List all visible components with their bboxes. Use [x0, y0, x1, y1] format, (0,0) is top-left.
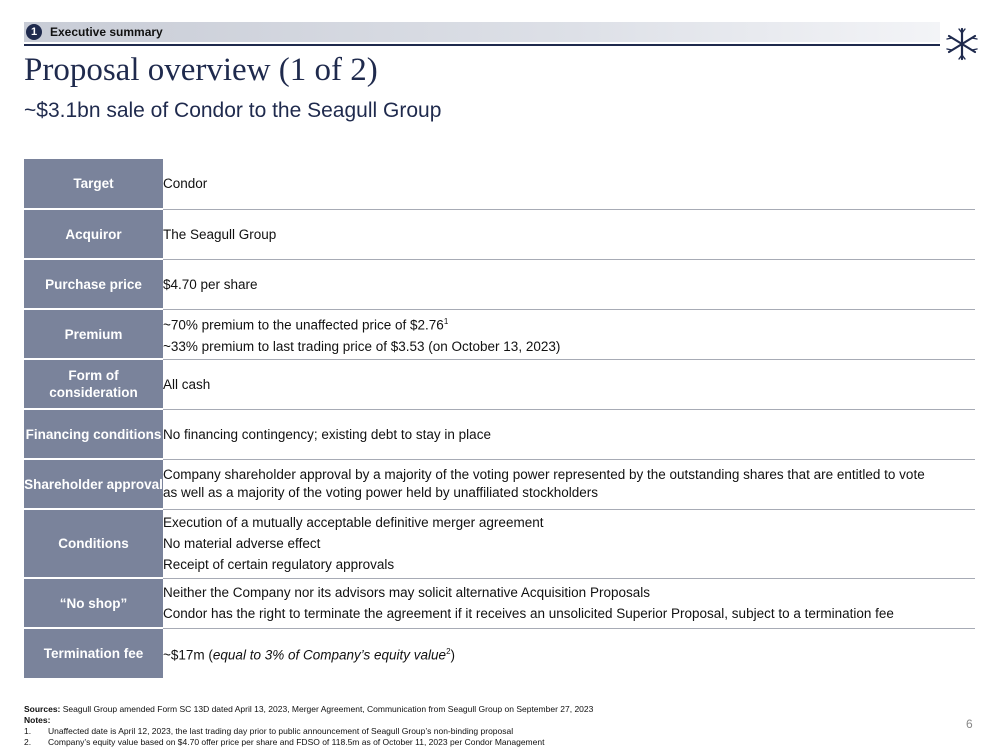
row-label: “No shop”	[24, 578, 163, 628]
row-label: Financing conditions	[24, 409, 163, 459]
row-label: Shareholder approval	[24, 459, 163, 509]
row-value: ~$17m (equal to 3% of Company’s equity value$^2$)	[163, 647, 456, 663]
row-label: Termination fee	[24, 628, 163, 678]
sources-line: Sources: Seagull Group amended Form SC 13D dated April 13, 2023, Merger Agreement, Communication from Seagull Group on September 27, 2023	[24, 704, 594, 714]
page-subtitle: ~$3.1bn sale of Condor to the Seagull Group	[24, 99, 442, 122]
row-value: Condor	[163, 159, 975, 209]
row-value: No financing contingency; existing debt to stay in place	[163, 409, 975, 459]
section-number-badge: 1	[26, 24, 42, 40]
row-label: Conditions	[24, 509, 163, 578]
row-value: $4.70 per share	[163, 259, 975, 309]
table-row	[24, 509, 975, 578]
row-value: All cash	[163, 359, 975, 409]
footnote-item: 1. Unaffected date is April 12, 2023, the last trading day prior to public announcement of Seagull Group’s non-binding proposal	[24, 726, 514, 736]
row-label: Premium	[24, 309, 163, 359]
table-row	[24, 459, 975, 509]
table-row	[24, 159, 975, 209]
row-value: Company shareholder approval by a majority of the voting power represented by the outstanding shares that are entitled to vote as well as a majority of the voting power held by unaffiliated stockholders	[163, 459, 975, 509]
table-row	[24, 209, 975, 259]
page-number: 6	[966, 717, 973, 731]
section-label: Executive summary	[50, 25, 163, 39]
table-row	[24, 309, 975, 359]
proposal-summary-table	[24, 159, 975, 678]
footnote-item: 2. Company’s equity value based on $4.70 offer price per share and FDSO of 118.5m as of October 11, 2023 per Condor Management	[24, 737, 545, 747]
row-value: The Seagull Group	[163, 209, 975, 259]
asterisk-star-icon	[944, 26, 980, 62]
header-rule	[24, 44, 940, 46]
table-row	[24, 578, 975, 628]
row-label: Target	[24, 159, 163, 209]
table-row	[24, 259, 975, 309]
row-value: Neither the Company nor its advisors may solicit alternative Acquisition Proposals Condor has the right to terminate the agreement if it receives an unsolicited Superior Proposal, subject to a termination fee	[163, 578, 975, 628]
row-value: ~70% premium to the unaffected price of $2.76$^1$ ~33% premium to last trading price of $3.53 (on October 13, 2023)	[163, 309, 975, 359]
notes-heading: Notes:	[24, 715, 51, 725]
footnote-ref: 2	[446, 647, 451, 656]
row-label: Acquiror	[24, 209, 163, 259]
table-row	[24, 628, 975, 678]
footnotes	[24, 704, 593, 748]
page-title: Proposal overview (1 of 2)	[24, 52, 378, 88]
row-value: Execution of a mutually acceptable definitive merger agreement No material adverse effect Receipt of certain regulatory approvals	[163, 509, 975, 578]
footnote-ref: 1	[443, 317, 449, 327]
row-label: Form of consideration	[24, 359, 163, 409]
row-label: Purchase price	[24, 259, 163, 309]
table-row	[24, 359, 975, 409]
table-row	[24, 409, 975, 459]
